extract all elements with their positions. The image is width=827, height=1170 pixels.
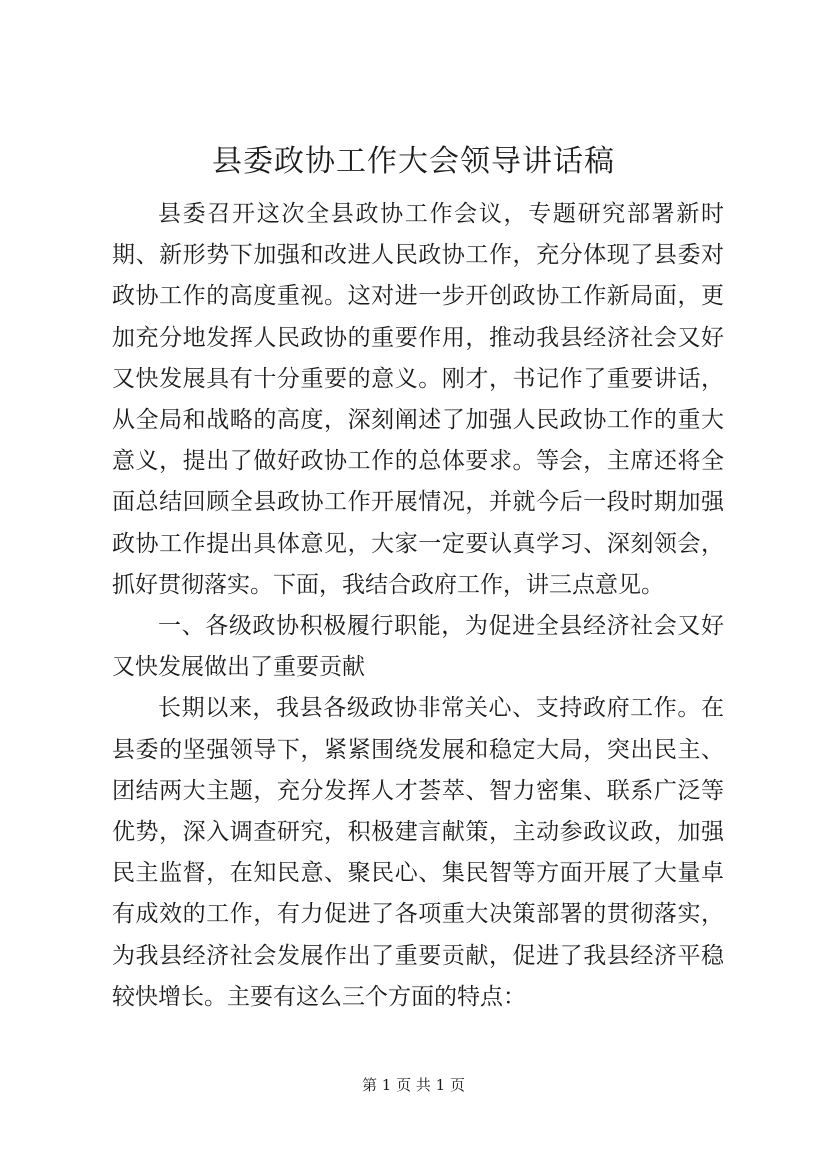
paragraph-section-1: 长期以来，我县各级政协非常关心、支持政府工作。在县委的坚强领导下，紧紧围绕发展和稳定大局，突出民主、团结两大主题，充分发挥人才荟萃、智力密集、联系广泛等优势，深入调查研究，积极建言献策，主动参政议政，加强民主监督，在知民意、聚民心、集民智等方面开展了大量卓有成效的工作，有力促进了各项重大决策部署的贯彻落实，为我县经济社会发展作出了重要贡献，促进了我县经济平稳较快增长。主要有这么三个方面的特点： [112,695,724,1010]
section-heading-1: 一、各级政协积极履行职能，为促进全县经济社会又好又快发展做出了重要贡献 [112,613,724,681]
document-body [112,194,724,1018]
paragraph-intro: 县委召开这次全县政协工作会议，专题研究部署新时期、新形势下加强和改进人民政协工作，充分体现了县委对政协工作的高度重视。这对进一步开创政协工作新局面，更加充分地发挥人民政协的重要作用，推动我县经济社会又好又快发展具有十分重要的意义。刚才，书记作了重要讲话，从全局和战略的高度，深刻阐述了加强人民政协工作的重大意义，提出了做好政协工作的总体要求。等会，主席还将全面总结回顾全县政协工作开展情况，并就今后一段时期加强政协工作提出具体意见，大家一定要认真学习、深刻领会，抓好贯彻落实。下面，我结合政府工作，讲三点意见。 [112,201,724,598]
page-footer: 第 1 页 共 1 页 [362,1076,465,1094]
document-title: 县委政协工作大会领导讲话稿 [212,144,615,179]
